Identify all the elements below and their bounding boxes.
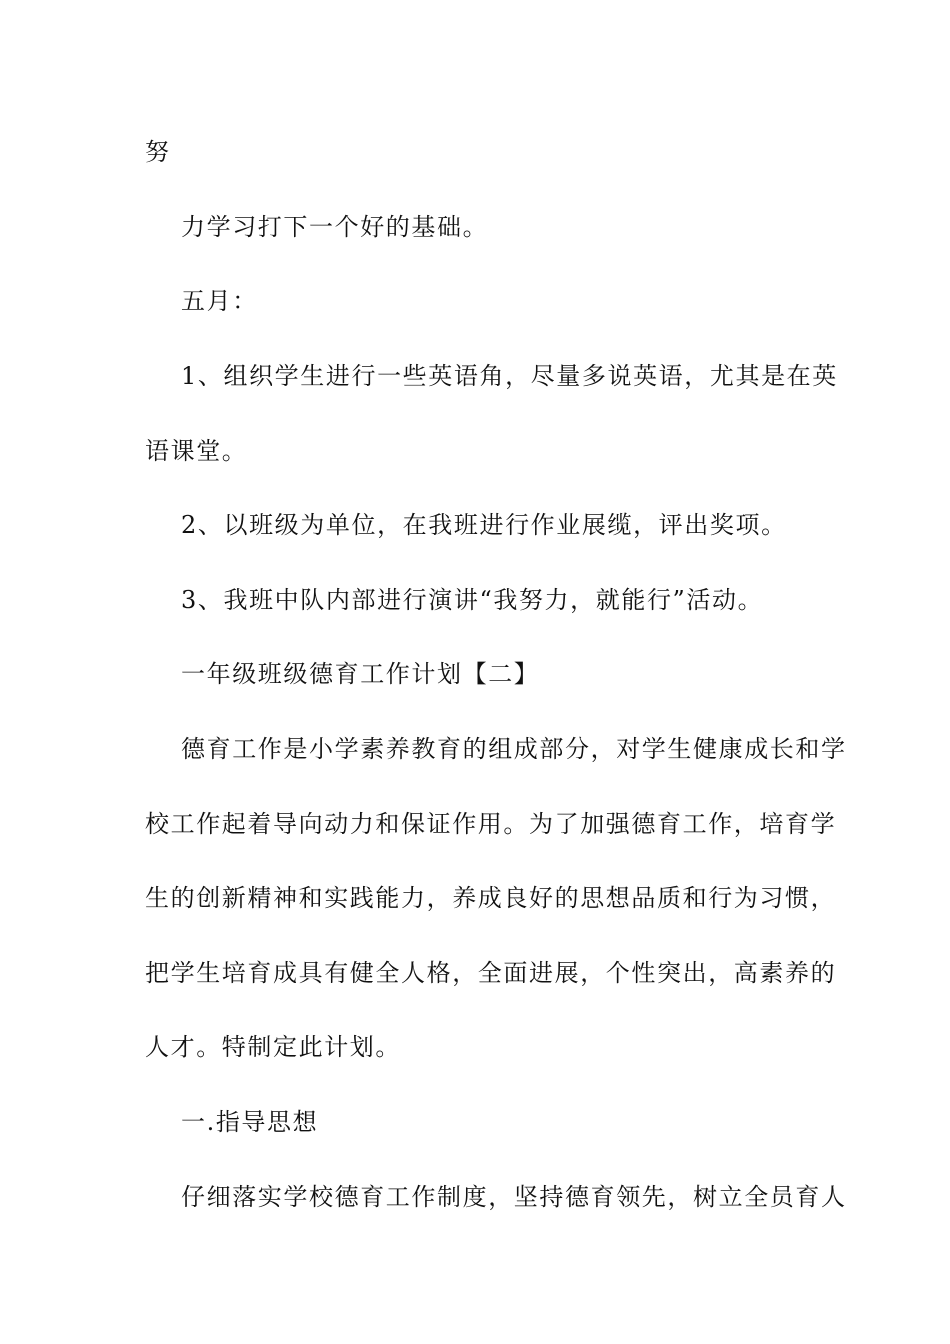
paragraph-line-1: 德育工作是小学素养教育的组成部分，对学生健康成长和学: [181, 735, 847, 763]
text-line-fragment: 努: [145, 138, 171, 166]
paragraph-line-6: 仔细落实学校德育工作制度，坚持德育领先，树立全员育人: [181, 1183, 847, 1211]
section-heading-guiding-thought: 一.指导思想: [181, 1108, 319, 1136]
list-item-2: 2、以班级为单位，在我班进行作业展缆，评出奖项。: [181, 511, 787, 539]
paragraph-line-4: 把学生培育成具有健全人格，全面进展，个性突出，高素养的: [145, 959, 837, 987]
list-item-1-continuation: 语课堂。: [145, 437, 248, 465]
list-item-3: 3、我班中队内部进行演讲“我努力，就能行”活动。: [181, 586, 764, 614]
paragraph-line-5: 人才。特制定此计划。: [145, 1033, 401, 1061]
section-heading-may: 五月：: [181, 287, 258, 315]
paragraph-line-3: 生的创新精神和实践能力，养成良好的思想品质和行为习惯，: [145, 884, 837, 912]
text-line-continuation: 力学习打下一个好的基础。: [181, 213, 489, 241]
paragraph-line-2: 校工作起着导向动力和保证作用。为了加强德育工作，培育学: [145, 810, 837, 838]
list-item-1: 1、组织学生进行一些英语角，尽量多说英语，尤其是在英: [181, 362, 838, 390]
plan-title: 一年级班级德育工作计划【二】: [181, 660, 540, 688]
